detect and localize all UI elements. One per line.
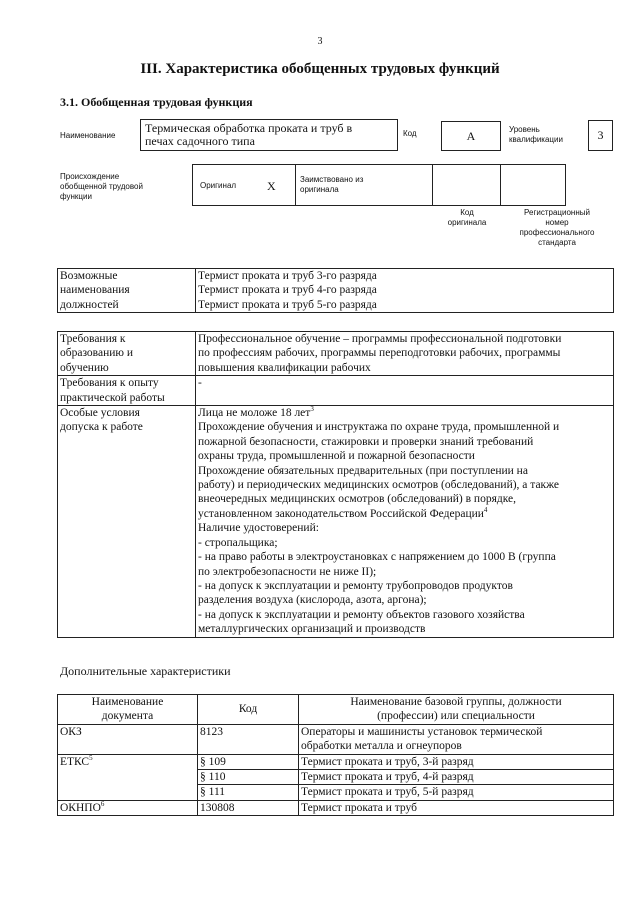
positions-table <box>57 268 614 313</box>
code-cell: § 111 <box>198 785 299 800</box>
footnote-ref: 3 <box>310 405 314 414</box>
special-label: Особые условия допуска к работе <box>58 406 196 638</box>
list-item: Термист проката и труб 4-го разряда <box>198 284 377 297</box>
level-label: Уровень квалификации <box>509 125 563 144</box>
table-row <box>58 754 614 769</box>
section-title: III. Характеристика обобщенных трудовых функций <box>140 61 500 77</box>
requirements-table <box>57 331 614 638</box>
table-row <box>58 695 614 725</box>
name-cell: Термист проката и труб, 5-й разряд <box>299 785 614 800</box>
positions-list <box>196 269 614 313</box>
table-row <box>58 269 614 313</box>
additional-table <box>57 694 614 816</box>
name-label: Наименование <box>60 131 116 140</box>
footnote-ref: 6 <box>100 800 105 809</box>
code-cell: 8123 <box>198 724 299 754</box>
borrowed-label: Заимствовано из оригинала <box>300 175 364 194</box>
function-name-box <box>140 119 398 151</box>
function-name-line: Термическая обработка проката и труб в <box>145 121 353 135</box>
doc-cell: ОКЗ <box>58 724 198 754</box>
origin-label: Происхождение обобщенной трудовой функции <box>60 172 143 201</box>
name-cell: Термист проката и труб, 4-й разряд <box>299 770 614 785</box>
code-cell: 130808 <box>198 800 299 815</box>
positions-label: Возможные наименования должностей <box>58 269 196 313</box>
code-value: A <box>441 121 501 151</box>
header-cell: Наименование документа <box>58 695 198 725</box>
original-mark: X <box>267 179 276 193</box>
page-number: 3 <box>317 36 323 47</box>
original-label: Оригинал <box>200 181 237 190</box>
doc-cell: ЕТКС$^5$ <box>58 754 198 800</box>
table-row <box>58 376 614 406</box>
doc-cell: ОКНПО$^6$ <box>58 800 198 815</box>
code-cell: § 109 <box>198 754 299 769</box>
subsection-title: 3.1. Обобщенная трудовая функция <box>60 95 253 109</box>
header-cell: Наименование базовой группы, должности (профессии) или специальности <box>299 695 614 725</box>
code-label: Код <box>403 129 417 138</box>
name-cell: Термист проката и труб <box>299 800 614 815</box>
experience-label: Требования к опыту практической работы <box>58 376 196 406</box>
reg-number-label: Регистрационный номер профессионального стандарта <box>519 208 595 247</box>
additional-title: Дополнительные характеристики <box>60 664 231 678</box>
level-value: 3 <box>588 120 613 151</box>
table-row <box>58 332 614 376</box>
table-row <box>58 406 614 638</box>
experience-value: - <box>196 376 614 406</box>
footnote-ref: 5 <box>89 753 93 762</box>
code-original-label: Код оригинала <box>447 208 487 227</box>
function-name-line: печах садочного типа <box>145 134 255 148</box>
origin-table <box>192 164 566 206</box>
special-value: Лица не моложе 18 лет$^3$ Прохождение обучения и инструктажа по охране труда, промышленной и пожарной безопасности, стажировки и проверки знаний требований охраны труда, промышленной и пожарной безопасности Прохождение обязательных предварительных (при поступлении на работу) и периодических медицинских осмотров (обследований), а также внеочередных медицинских осмотров (обследований) в порядке, установленном законодательством Российской Федерации$^4$ Наличие удостоверений: - стропальщика; - на право работы в электроустановках с напряжением до 1000 В (группа по электробезопасности не ниже II); - на допуск к эксплуатации и ремонту трубопроводов продуктов разделения воздуха (кислорода, азота, аргона); - на допуск к эксплуатации и ремонту объектов газового хозяйства металлургических организаций и производств <box>196 406 614 638</box>
education-value: Профессиональное обучение – программы профессиональной подготовки по профессиям рабочих, программы переподготовки рабочих, программы повышения квалификации рабочих <box>196 332 614 376</box>
list-item: Термист проката и труб 3-го разряда <box>198 270 377 282</box>
name-cell: Термист проката и труб, 3-й разряд <box>299 754 614 769</box>
table-row <box>58 800 614 815</box>
header-cell: Код <box>198 695 299 725</box>
table-row <box>58 724 614 754</box>
name-cell: Операторы и машинисты установок термической обработки металла и огнеупоров <box>299 724 614 754</box>
list-item: Термист проката и труб 5-го разряда <box>198 298 377 311</box>
footnote-ref: 4 <box>483 506 488 515</box>
education-label: Требования к образованию и обучению <box>58 332 196 376</box>
code-cell: § 110 <box>198 770 299 785</box>
